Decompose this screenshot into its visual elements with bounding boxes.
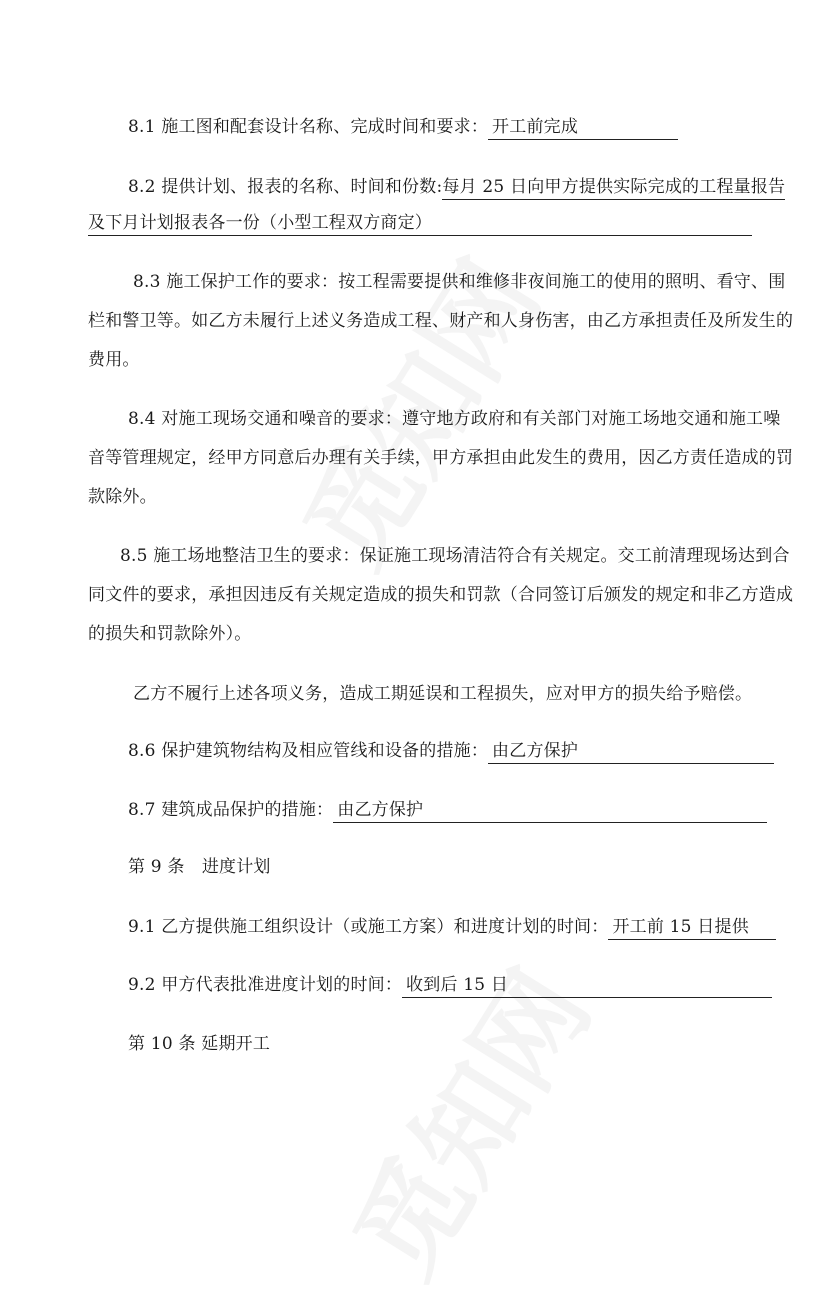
clause-label: 9.2 甲方代表批准进度计划的时间： [128,975,403,995]
article-9-heading: 第 9 条 进度计划 [128,857,271,877]
clause-8-2 [88,173,808,201]
clause-label: 9.1 乙方提供施工组织设计（或施工方案）和进度计划的时间： [128,917,609,937]
clause-8-3-text: 费用。 [88,350,140,370]
fill-in-value: 由乙方保护 [488,739,774,764]
fill-in-value: 收到后 15 日 [402,973,772,998]
fill-in-value: 每月 25 日向甲方提供实际完成的工程量报告 [442,175,785,200]
clause-8-5-text: 的损失和罚款除外）。 [88,624,252,644]
clause-8-7 [88,796,808,824]
clause-8-4: 8.4 对施工现场交通和噪音的要求：遵守地方政府和有关部门对施工场地交通和施工噪 [128,409,781,429]
fill-in-value: 开工前 15 日提供 [608,915,776,940]
clause-8-3-text: 栏和警卫等。如乙方未履行上述义务造成工程、财产和人身伤害，由乙方承担责任及所发生的 [88,311,794,331]
clause-8-3: 8.3 施工保护工作的要求：按工程需要提供和维修非夜间施工的使用的照明、看守、围 [133,272,786,292]
clause-8-6 [88,737,808,765]
fill-in-value: 及下月计划报表各一份（小型工程双方商定） [88,211,752,236]
fill-in-value: 由乙方保护 [333,798,767,823]
clause-8-5: 8.5 施工场地整洁卫生的要求：保证施工现场清洁符合有关规定。交工前清理现场达到合 [120,546,790,566]
clause-8-5-text: 同文件的要求，承担因违反有关规定造成的损失和罚款（合同签订后颁发的规定和非乙方造成 [88,585,794,605]
clause-9-2 [88,971,808,999]
article-10-heading: 第 10 条 延期开工 [128,1034,271,1054]
clause-8-1 [88,113,808,141]
clause-label: 8.6 保护建筑物结构及相应管线和设备的措施： [128,741,489,761]
clause-label: 8.2 提供计划、报表的名称、时间和份数: [128,177,443,197]
clause-8-2-continued [88,209,768,237]
compensation-paragraph: 乙方不履行上述各项义务，造成工期延误和工程损失，应对甲方的损失给予赔偿。 [133,684,753,704]
clause-8-4-text: 音等管理规定，经甲方同意后办理有关手续，甲方承担由此发生的费用，因乙方责任造成的罚 [88,448,794,468]
clause-8-4-text: 款除外。 [88,487,157,507]
fill-in-value: 开工前完成 [488,115,678,140]
clause-label: 8.7 建筑成品保护的措施： [128,800,334,820]
clause-label: 8.1 施工图和配套设计名称、完成时间和要求： [128,117,489,137]
clause-9-1 [88,913,808,941]
